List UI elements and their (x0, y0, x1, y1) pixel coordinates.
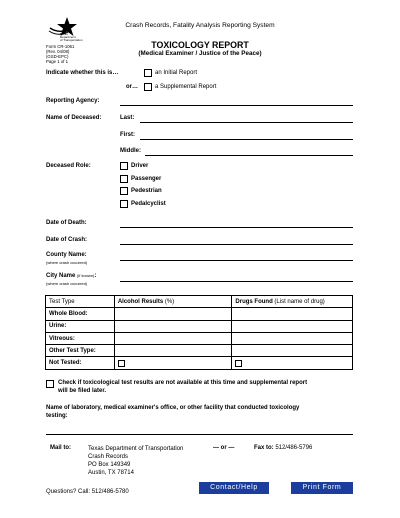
agency-input[interactable] (120, 105, 353, 106)
not-tested-alcohol-checkbox[interactable] (118, 360, 125, 367)
death-date-label: Date of Death: (46, 220, 87, 226)
table-row (46, 345, 353, 357)
death-date-input[interactable] (120, 227, 353, 228)
role-passenger-label: Passenger (131, 176, 162, 182)
city-colon: : (94, 273, 97, 279)
alcohol-cell-input[interactable] (114, 345, 232, 357)
county-note: (where crash occurred) (46, 260, 88, 265)
initial-report-label: an Initial Report (155, 70, 198, 76)
crash-date-input[interactable] (120, 244, 353, 245)
supplemental-report-label: a Supplemental Report (155, 84, 217, 90)
or-label: or… (126, 84, 138, 90)
results-unavailable-text-1: Check if toxicological test results are not available at this time and supplemental report (58, 380, 308, 386)
logo-text-1: Texas (60, 32, 68, 36)
not-tested-drugs-cell (232, 357, 353, 369)
drugs-cell-input[interactable] (232, 320, 353, 332)
row-label: Vitreous: (46, 332, 115, 344)
col-alcohol-label: Alcohol Results (117, 298, 164, 305)
mail-address (88, 445, 183, 477)
first-name-label: First: (120, 132, 135, 138)
middle-name-label: Middle: (120, 148, 141, 154)
form-code: (GSD-EPC) (46, 54, 69, 59)
lab-label-2: testing: (46, 413, 68, 419)
supplemental-report-checkbox[interactable] (144, 83, 152, 91)
table-row (46, 357, 353, 369)
role-label: Deceased Role: (46, 163, 91, 169)
city-label: City Name (46, 273, 76, 279)
table-row (46, 332, 353, 344)
report-type-label: Indicate whether this is… (46, 70, 119, 76)
agency-label: Reporting Agency: (46, 98, 100, 104)
page-subtitle: (Medical Examiner / Justice of the Peace) (138, 50, 262, 57)
alcohol-cell-input[interactable] (114, 332, 232, 344)
deceased-label: Name of Deceased: (46, 115, 102, 121)
role-pedalcyclist-label: Pedalcyclist (131, 201, 166, 207)
role-driver-label: Driver (131, 163, 149, 169)
results-unavailable-checkbox[interactable] (46, 380, 54, 388)
row-label: Other Test Type: (46, 345, 115, 357)
role-passenger-checkbox[interactable] (120, 175, 128, 183)
col-alcohol-unit: (%) (164, 298, 175, 305)
not-tested-alcohol-cell (114, 357, 232, 369)
mail-label: Mail to: (50, 445, 71, 451)
table-header-row (46, 296, 353, 308)
role-pedestrian-label: Pedestrian (131, 188, 162, 194)
row-label: Urine: (46, 320, 115, 332)
col-drugs (232, 296, 353, 308)
results-unavailable-text-2: will be filed later. (58, 388, 107, 394)
logo-text (60, 33, 83, 43)
last-name-input[interactable] (140, 122, 353, 123)
county-input[interactable] (120, 260, 353, 261)
mail-line-2: Crash Records (88, 454, 129, 460)
table-row (46, 308, 353, 320)
lab-label-1: Name of laboratory, medical examiner's office, or other facility that conducted toxicology (46, 405, 300, 411)
form-number: Form CR-1061 (46, 44, 75, 49)
fax-number: 512/486-5796 (275, 445, 313, 451)
drugs-cell-input[interactable] (232, 332, 353, 344)
city-label-group (46, 273, 96, 279)
lab-input[interactable] (46, 434, 353, 435)
initial-report-checkbox[interactable] (144, 69, 152, 77)
middle-name-input[interactable] (145, 155, 353, 156)
city-note: (where crash occurred) (46, 281, 88, 286)
logo-text-2: Department (60, 35, 76, 40)
col-drugs-label: Drugs Found (235, 298, 273, 305)
role-pedestrian-checkbox[interactable] (120, 187, 128, 195)
city-if-known: (if known) (77, 273, 95, 278)
toxicology-table (45, 295, 353, 370)
not-tested-drugs-checkbox[interactable] (235, 360, 242, 367)
role-pedalcyclist-checkbox[interactable] (120, 200, 128, 208)
role-driver-checkbox[interactable] (120, 162, 128, 170)
print-form-button[interactable]: Print Form (291, 482, 353, 494)
row-label: Whole Blood: (46, 308, 115, 320)
city-input[interactable] (120, 281, 353, 282)
page-number: Page 1 of 1 (46, 59, 68, 64)
row-label: Not Tested: (46, 357, 115, 369)
county-label: County Name: (46, 252, 87, 258)
drugs-cell-input[interactable] (232, 345, 353, 357)
last-name-label: Last: (120, 115, 135, 121)
fax-label: Fax to: (254, 445, 274, 451)
mail-line-4: Austin, TX 78714 (88, 470, 134, 476)
page-title: TOXICOLOGY REPORT (151, 40, 249, 50)
system-title: Crash Records, Fatality Analysis Reporting System (125, 22, 275, 29)
contact-help-button[interactable]: Contact/Help (199, 482, 269, 494)
col-test-type: Test Type (46, 296, 115, 308)
mail-or-label: — or — (213, 445, 235, 451)
logo-text-3: of Transportation (60, 38, 83, 43)
crash-date-label: Date of Crash: (46, 237, 88, 243)
alcohol-cell-input[interactable] (114, 320, 232, 332)
mail-line-3: PO Box 149349 (88, 462, 131, 468)
col-drugs-note: (List name of drug) (274, 298, 325, 305)
alcohol-cell-input[interactable] (114, 308, 232, 320)
questions-text: Questions? Call: 512/486-5780 (46, 489, 129, 495)
form-info (46, 44, 74, 64)
first-name-input[interactable] (140, 139, 353, 140)
drugs-cell-input[interactable] (232, 308, 353, 320)
table-row (46, 320, 353, 332)
mail-line-1: Texas Department of Transportation (88, 446, 184, 452)
fax-group (254, 445, 312, 451)
col-alcohol (114, 296, 232, 308)
form-revision: (Rev. 04/08) (46, 49, 70, 54)
